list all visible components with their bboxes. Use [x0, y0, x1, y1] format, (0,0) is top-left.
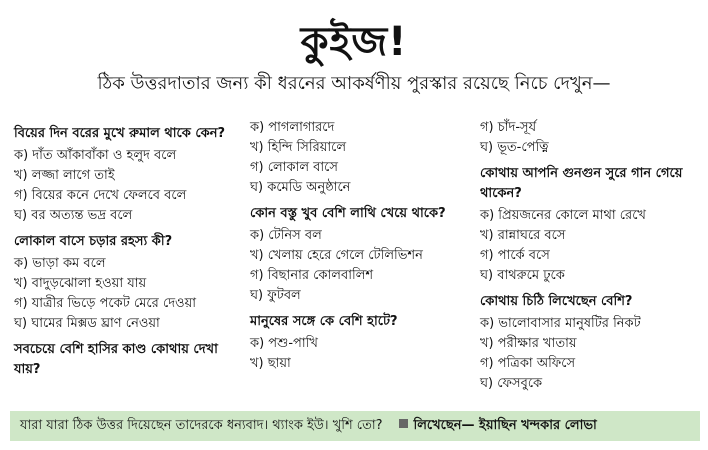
square-bullet-icon	[399, 419, 408, 428]
option: ঘ) বাথরুমে ঢুকে	[480, 268, 565, 283]
option: খ) রান্নাঘরে বসে	[480, 228, 566, 243]
column-3	[480, 118, 700, 394]
option: গ) পার্কে বসে	[480, 248, 550, 263]
question-1: বিয়ের দিন বরের মুখে রুমাল থাকে কেন?	[14, 126, 226, 141]
option: ঘ) ফুটবল	[250, 288, 301, 303]
question-7: কোথায় চিঠি লিখেছেন বেশি?	[480, 294, 633, 309]
quiz-subtitle: ঠিক উত্তরদাতার জন্য কী ধরনের আকর্ষণীয় পুরস্কার রয়েছে নিচে দেখুন—	[97, 73, 611, 94]
option: ঘ) ভূত-পেত্নি	[480, 140, 549, 155]
question-6: কোথায় আপনি গুনগুন সুরে গান গেয়ে থাকেন?	[480, 166, 683, 201]
quiz-title: কুইজ!	[300, 19, 408, 65]
option: ক) দাঁত আঁকাবাঁকা ও হলুদ বলে	[14, 148, 177, 163]
option: ক) প্রিয়জনের কোলে মাথা রেখে	[480, 208, 646, 223]
option: গ) লোকাল বাসে	[250, 160, 338, 175]
option: গ) বিয়ের কনে দেখে ফেলবে বলে	[14, 188, 187, 203]
option: গ) চাঁদ-সূর্য	[480, 120, 537, 135]
option: খ) লজ্জা লাগে তাই	[14, 168, 115, 183]
option: ক) পাগলাগারদে	[250, 120, 335, 135]
option: খ) হিন্দি সিরিয়ালে	[250, 140, 347, 155]
footer-author: লিখেছেন— ইয়াছিন খন্দকার লোভা	[413, 418, 597, 433]
option: গ) বিছানার কোলবালিশ	[250, 268, 374, 283]
option: খ) ছায়া	[250, 356, 291, 371]
option: ক) টেনিস বল	[250, 228, 322, 243]
option: ক) পশু-পাখি	[250, 336, 318, 351]
option: ঘ) কমেডি অনুষ্ঠানে	[250, 180, 351, 195]
footer-bar	[10, 411, 700, 441]
option: ঘ) ঘামের মিক্সড ঘ্রাণ নেওয়া	[14, 316, 160, 331]
question-4: কোন বস্তু খুব বেশি লাথি খেয়ে থাকে?	[250, 206, 446, 221]
option: ক) ভালোবাসার মানুষটির নিকট	[480, 316, 641, 331]
option: ঘ) বর অত্যন্ত ভদ্র বলে	[14, 208, 133, 223]
option: খ) পরীক্ষার খাতায়	[480, 336, 577, 351]
option: খ) খেলায় হেরে গেলে টেলিভিশন	[250, 248, 423, 263]
question-2: লোকাল বাসে চড়ার রহস্য কী?	[14, 234, 173, 249]
question-5: মানুষের সঙ্গে কে বেশি হাটে?	[250, 314, 398, 329]
footer-thanks: যারা যারা ঠিক উত্তর দিয়েছেন তাদেরকে ধন্যবাদ। থ্যাংক ইউ। খুশি তো?	[20, 418, 383, 433]
option: গ) যাত্রীর ভিড়ে পকেট মেরে দেওয়া	[14, 296, 197, 311]
column-2	[250, 118, 475, 374]
question-3: সবচেয়ে বেশি হাসির কাণ্ড কোথায় দেখা যায়?	[14, 342, 218, 377]
option: গ) পত্রিকা অফিসে	[480, 356, 576, 371]
option: ঘ) ফেসবুকে	[480, 376, 543, 391]
option: খ) বাদুড়ঝোলা হওয়া যায়	[14, 276, 147, 291]
column-1	[14, 118, 244, 382]
option: ক) ভাড়া কম বলে	[14, 256, 106, 271]
